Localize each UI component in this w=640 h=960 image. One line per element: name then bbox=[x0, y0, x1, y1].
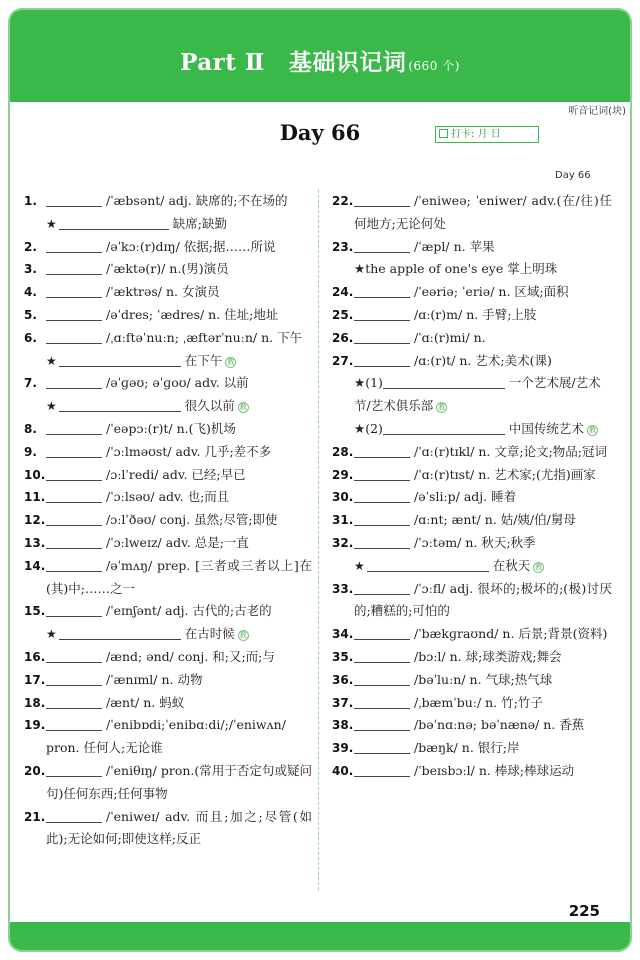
list-item bbox=[332, 623, 612, 646]
day-small-label: Day 66 bbox=[555, 170, 591, 181]
section-title: 基础识记词 bbox=[288, 49, 407, 76]
phrase-text: 一个艺术展/艺术节/艺术俱乐部 bbox=[354, 375, 601, 414]
answer-blank[interactable] bbox=[46, 672, 102, 686]
answer-blank[interactable] bbox=[46, 695, 102, 709]
answer-blank[interactable] bbox=[354, 239, 410, 253]
entry-number: 2. bbox=[24, 239, 37, 254]
listen-label: 听音记词(块) bbox=[568, 106, 626, 117]
entry-number: 34. bbox=[332, 627, 354, 642]
entry-text: /ˈeəriə; ˈeriə/ n. 区域;面积 bbox=[414, 284, 569, 300]
phrase-item bbox=[24, 623, 312, 646]
list-item bbox=[332, 464, 612, 487]
entry-text: /ˈɔːlsəʊ/ adv. 也;而且 bbox=[106, 489, 230, 505]
star-icon: ★ bbox=[46, 353, 57, 368]
entry-number: 4. bbox=[24, 285, 37, 300]
entry-text: /ˈɑː(r)tɪkl/ n. 文章;论文;物品;冠词 bbox=[414, 443, 607, 459]
list-item bbox=[332, 737, 612, 760]
list-item bbox=[24, 190, 312, 213]
answer-blank[interactable] bbox=[46, 489, 102, 503]
entry-number: 13. bbox=[24, 535, 46, 550]
entry-text: /ænt/ n. 蚂蚁 bbox=[106, 694, 185, 710]
list-item bbox=[24, 555, 312, 601]
answer-blank[interactable] bbox=[46, 261, 102, 275]
entry-number: 20. bbox=[24, 763, 46, 778]
list-item bbox=[24, 760, 312, 806]
answer-blank[interactable] bbox=[354, 581, 410, 595]
answer-blank[interactable] bbox=[354, 284, 410, 298]
phrase-text: 在秋天 bbox=[492, 557, 531, 573]
entry-text: /ˈɑː(r)tɪst/ n. 艺术家;(尤指)画家 bbox=[414, 466, 596, 482]
list-item bbox=[24, 532, 312, 555]
answer-blank[interactable] bbox=[46, 307, 102, 321]
list-item bbox=[24, 258, 312, 281]
entry-text: /ɑːnt; ænt/ n. 姑/姨/伯/舅母 bbox=[414, 512, 576, 528]
list-item bbox=[24, 327, 312, 350]
entry-text: /ɔːlˈredi/ adv. 已经;早已 bbox=[106, 466, 246, 482]
entry-number: 27. bbox=[332, 353, 354, 368]
answer-blank[interactable] bbox=[354, 489, 410, 503]
header-title bbox=[10, 44, 630, 77]
entry-text: /bəˈnɑːnə; bəˈnænə/ n. 香蕉 bbox=[414, 717, 585, 733]
list-item bbox=[24, 669, 312, 692]
textbook-badge-icon: 教 bbox=[588, 425, 596, 434]
answer-blank[interactable] bbox=[46, 467, 102, 481]
phrase-item bbox=[332, 418, 612, 441]
list-item bbox=[332, 578, 612, 624]
entry-number: 32. bbox=[332, 535, 354, 550]
entry-text: /əˈɡəʊ; əˈɡoʊ/ adv. 以前 bbox=[106, 375, 249, 391]
list-item bbox=[24, 281, 312, 304]
list-item bbox=[332, 646, 612, 669]
entry-text: /ˈeɪnʃənt/ adj. 古代的;古老的 bbox=[106, 603, 272, 619]
footer-bar bbox=[10, 922, 630, 950]
entry-text: /bæŋk/ n. 银行;岸 bbox=[414, 740, 520, 756]
textbook-badge-icon: 教 bbox=[438, 403, 446, 412]
list-item bbox=[24, 509, 312, 532]
answer-blank[interactable] bbox=[354, 763, 410, 777]
entry-number: 14. bbox=[24, 558, 46, 573]
answer-blank[interactable] bbox=[354, 307, 410, 321]
entry-number: 3. bbox=[24, 262, 37, 277]
entry-text: /ˈænɪml/ n. 动物 bbox=[106, 671, 203, 687]
entry-text: /ˈeniweɪ/ adv. 而且;加之;尽管(如此);无论如何;即使这样;反正 bbox=[46, 808, 312, 847]
entry-number: 10. bbox=[24, 467, 46, 482]
entry-text: /ˈæbsənt/ adj. 缺席的;不在场的 bbox=[106, 193, 288, 208]
list-item bbox=[24, 486, 312, 509]
textbook-badge-icon: 教 bbox=[239, 403, 247, 412]
phrase-item bbox=[24, 395, 312, 418]
phrase-text: 中国传统艺术 bbox=[508, 420, 584, 436]
list-item bbox=[332, 669, 612, 692]
entry-number: 8. bbox=[24, 421, 37, 436]
entry-text: /ɔːlˈðəʊ/ conj. 虽然;尽管;即使 bbox=[106, 512, 278, 528]
entry-number: 40. bbox=[332, 763, 354, 778]
entry-number: 9. bbox=[24, 444, 37, 459]
entry-number: 12. bbox=[24, 513, 46, 528]
list-item bbox=[24, 236, 312, 259]
answer-blank[interactable] bbox=[354, 353, 410, 367]
part-label: Part Ⅱ bbox=[180, 49, 265, 76]
phrase-prefix: ★(2) bbox=[354, 420, 383, 436]
entry-number: 26. bbox=[332, 330, 354, 345]
entry-text: /bɔːl/ n. 球;球类游戏;舞会 bbox=[414, 648, 562, 664]
phrase-blank[interactable] bbox=[59, 398, 181, 412]
phrase-text: 在下午 bbox=[184, 352, 223, 368]
entry-number: 5. bbox=[24, 307, 37, 322]
answer-blank[interactable] bbox=[46, 809, 102, 823]
answer-blank[interactable] bbox=[354, 717, 410, 731]
answer-blank[interactable] bbox=[46, 239, 102, 253]
phrase-item bbox=[332, 372, 612, 418]
right-column bbox=[332, 190, 612, 783]
entry-number: 30. bbox=[332, 490, 354, 505]
star-icon: ★ bbox=[46, 627, 57, 642]
entry-number: 33. bbox=[332, 581, 354, 596]
entry-number: 23. bbox=[332, 239, 354, 254]
answer-blank[interactable] bbox=[354, 467, 410, 481]
entry-text: /əˈsliːp/ adj. 睡着 bbox=[414, 489, 517, 505]
entry-text: /ˈæktə(r)/ n.(男)演员 bbox=[106, 261, 229, 277]
answer-blank[interactable] bbox=[354, 193, 410, 207]
entry-number: 18. bbox=[24, 695, 46, 710]
entry-text: /ˈɑː(r)mi/ n. bbox=[414, 329, 486, 345]
list-item bbox=[332, 509, 612, 532]
answer-blank[interactable] bbox=[354, 444, 410, 458]
answer-blank[interactable] bbox=[46, 535, 102, 549]
entry-text: /ˌɑːftəˈnuːn; ˌæftərˈnuːn/ n. 下午 bbox=[106, 329, 303, 345]
entry-text: /ˈæpl/ n. 苹果 bbox=[414, 238, 495, 254]
entry-text: /ˈæktrəs/ n. 女演员 bbox=[106, 284, 220, 300]
entry-text: /əˈdres; ˈædres/ n. 住址;地址 bbox=[106, 306, 279, 322]
answer-blank[interactable] bbox=[46, 375, 102, 389]
entry-number: 21. bbox=[24, 809, 46, 824]
entry-text: /ɑː(r)t/ n. 艺术;美术(课) bbox=[414, 352, 552, 368]
answer-blank[interactable] bbox=[354, 695, 410, 709]
phrase-item bbox=[24, 213, 312, 236]
entry-text: /ænd; ənd/ conj. 和;又;而;与 bbox=[106, 648, 275, 664]
list-item bbox=[332, 692, 612, 715]
list-item bbox=[332, 281, 612, 304]
entry-number: 35. bbox=[332, 649, 354, 664]
answer-blank[interactable] bbox=[354, 512, 410, 526]
answer-blank[interactable] bbox=[46, 763, 102, 777]
answer-blank[interactable] bbox=[46, 444, 102, 458]
list-item bbox=[24, 372, 312, 395]
entry-text: /ˈenibɒdi;ˈenibɑːdi/;/ˈeniwʌn/ pron. 任何人;无论谁 bbox=[46, 717, 286, 756]
list-item bbox=[332, 760, 612, 783]
phrase-blank[interactable] bbox=[383, 375, 505, 389]
word-count: (660 个) bbox=[408, 59, 460, 73]
entry-text: /əˈkɔː(r)dɪŋ/ 依据;据……所说 bbox=[106, 238, 276, 254]
page-number: 225 bbox=[568, 902, 600, 920]
entry-number: 16. bbox=[24, 649, 46, 664]
phrase-blank[interactable] bbox=[383, 421, 505, 435]
list-item bbox=[332, 532, 612, 555]
left-column bbox=[24, 190, 312, 851]
answer-blank[interactable] bbox=[354, 535, 410, 549]
entry-number: 24. bbox=[332, 285, 354, 300]
list-item bbox=[24, 600, 312, 623]
entry-number: 39. bbox=[332, 741, 354, 756]
day-title: Day 66 bbox=[279, 120, 361, 145]
textbook-badge-icon: 教 bbox=[227, 357, 235, 366]
answer-blank[interactable] bbox=[354, 649, 410, 663]
answer-blank[interactable] bbox=[46, 421, 102, 435]
list-item bbox=[332, 714, 612, 737]
list-item bbox=[24, 464, 312, 487]
answer-blank[interactable] bbox=[46, 603, 102, 617]
header-banner bbox=[10, 10, 630, 102]
entry-number: 28. bbox=[332, 444, 354, 459]
entry-text: /ˈɔːlməʊst/ adv. 几乎;差不多 bbox=[106, 443, 272, 459]
checkin-box[interactable] bbox=[435, 126, 539, 143]
list-item bbox=[24, 418, 312, 441]
entry-number: 7. bbox=[24, 376, 37, 391]
list-item bbox=[24, 714, 312, 760]
answer-blank[interactable] bbox=[354, 740, 410, 754]
list-item bbox=[332, 486, 612, 509]
answer-blank[interactable] bbox=[46, 717, 102, 731]
phrase-item bbox=[332, 555, 612, 578]
answer-blank[interactable] bbox=[46, 512, 102, 526]
phrase-item bbox=[332, 258, 612, 281]
list-item bbox=[332, 441, 612, 464]
phrase-prefix: ★(1) bbox=[354, 375, 383, 391]
entry-text: /ˈɔːfl/ adj. 很坏的;极坏的;(极)讨厌的;糟糕的;可怕的 bbox=[354, 580, 612, 619]
phrase-text: ★the apple of one's eye 掌上明珠 bbox=[354, 261, 558, 277]
entry-text: /ˈbækɡraʊnd/ n. 后景;背景(资料) bbox=[414, 626, 608, 642]
entry-text: /ˈeniθɪŋ/ pron.(常用于否定句或疑问句)任何东西;任何事物 bbox=[46, 762, 312, 801]
answer-blank[interactable] bbox=[46, 649, 102, 663]
phrase-text: 缺席;缺勤 bbox=[172, 215, 227, 231]
entry-text: /ˈɔːlweɪz/ adv. 总是;一直 bbox=[106, 534, 249, 550]
list-item bbox=[332, 350, 612, 373]
answer-blank[interactable] bbox=[46, 193, 102, 207]
list-item bbox=[24, 304, 312, 327]
entry-number: 36. bbox=[332, 672, 354, 687]
checkbox-icon[interactable] bbox=[439, 129, 448, 138]
phrase-blank[interactable] bbox=[59, 626, 181, 640]
answer-blank[interactable] bbox=[354, 626, 410, 640]
entry-number: 15. bbox=[24, 604, 46, 619]
phrase-blank[interactable] bbox=[59, 353, 181, 367]
list-item bbox=[24, 692, 312, 715]
star-icon: ★ bbox=[46, 399, 57, 414]
entry-text: /ˈeəpɔː(r)t/ n.(飞)机场 bbox=[106, 420, 236, 436]
entry-text: /bəˈluːn/ n. 气球;热气球 bbox=[414, 671, 553, 687]
answer-blank[interactable] bbox=[46, 558, 102, 572]
entry-text: /ˈeniweə; ˈeniwer/ adv.(在/往)任何地方;无论何处 bbox=[354, 193, 612, 231]
answer-blank[interactable] bbox=[46, 330, 102, 344]
list-item bbox=[332, 190, 612, 236]
star-icon: ★ bbox=[46, 216, 57, 231]
answer-blank[interactable] bbox=[354, 672, 410, 686]
entry-number: 29. bbox=[332, 467, 354, 482]
list-item bbox=[24, 806, 312, 852]
list-item bbox=[332, 236, 612, 259]
star-icon: ★ bbox=[354, 558, 365, 573]
answer-blank[interactable] bbox=[46, 284, 102, 298]
entry-text: /əˈmʌŋ/ prep. [三者或三者以上]在(其)中;……之一 bbox=[46, 557, 312, 596]
list-item bbox=[332, 327, 612, 350]
checkin-label: 打卡: 月 日 bbox=[451, 129, 501, 140]
textbook-badge-icon: 教 bbox=[239, 631, 247, 640]
phrase-text: 很久以前 bbox=[184, 398, 235, 414]
entry-number: 19. bbox=[24, 718, 46, 733]
entry-number: 17. bbox=[24, 672, 46, 687]
entry-number: 11. bbox=[24, 490, 46, 505]
entry-number: 37. bbox=[332, 695, 354, 710]
list-item bbox=[332, 304, 612, 327]
entry-number: 22. bbox=[332, 194, 354, 208]
entry-number: 38. bbox=[332, 718, 354, 733]
phrase-blank[interactable] bbox=[367, 558, 489, 572]
entry-text: /ˈɔːtəm/ n. 秋天;秋季 bbox=[414, 534, 536, 550]
entry-number: 31. bbox=[332, 513, 354, 528]
column-divider bbox=[318, 190, 319, 890]
phrase-item bbox=[24, 350, 312, 373]
list-item bbox=[24, 646, 312, 669]
entry-number: 25. bbox=[332, 307, 354, 322]
entry-text: /ˈbeɪsbɔːl/ n. 棒球;棒球运动 bbox=[414, 762, 575, 778]
entry-text: /ɑː(r)m/ n. 手臂;上肢 bbox=[414, 306, 537, 322]
entry-number: 1. bbox=[24, 194, 37, 208]
phrase-text: 在古时候 bbox=[184, 626, 235, 642]
entry-number: 6. bbox=[24, 330, 37, 345]
answer-blank[interactable] bbox=[354, 330, 410, 344]
entry-text: /ˌbæmˈbuː/ n. 竹;竹子 bbox=[414, 694, 543, 710]
phrase-blank[interactable] bbox=[59, 216, 169, 230]
list-item bbox=[24, 441, 312, 464]
textbook-badge-icon: 教 bbox=[535, 562, 543, 571]
